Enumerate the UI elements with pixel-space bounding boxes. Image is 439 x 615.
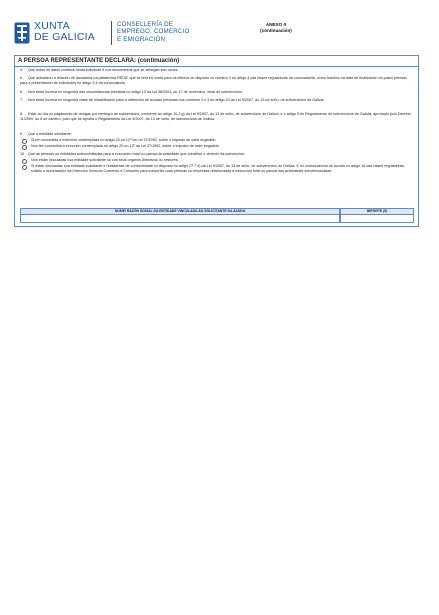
item-text: Que as persoas ou entidades subcontratadas para a execución total ou parcial da actividade que constitúe o obxecto da subvención: xyxy=(28,152,246,156)
item-text: Que actualizou a relación de asociados na plataforma REDIC que se terá en conta para os efectos do disposto no número 3 do artigo 4 das bases reguladoras da convocatoria, como máximo na data de finalización do prazo previsto para a presentación de solicitudes no artigo 3.4 da convocatoria. xyxy=(20,76,407,86)
amount-input[interactable] xyxy=(340,214,414,223)
consellaria-name xyxy=(117,21,190,43)
anexo-subtitle: (continuación) xyxy=(260,27,292,33)
item-number: 5. xyxy=(20,76,24,80)
declaration-item-7 xyxy=(20,98,412,103)
consellaria-line1: CONSELLERÍA DE xyxy=(117,21,174,28)
entity-name-input[interactable] xyxy=(20,214,340,223)
item-text: Que a entidade solicitante: xyxy=(28,132,72,136)
item-text: Non estar incursa en ningunha clase de inhabilitación para a obtención de axudas previstas nos números 2 e 3 do artigo 10 da Lei 9/2007, do 13 de xuño, de subvencións de Galicia. xyxy=(28,98,325,102)
logo-line1: XUNTA xyxy=(34,20,70,32)
item-number: 7. xyxy=(20,98,24,102)
option-10-linked[interactable] xyxy=(22,164,412,174)
section-rule xyxy=(15,66,418,67)
option-text: Non ten concedida a exención contemplada no artigo 20.un.12º da Lei 37/1992, sobre o imposto de valor engadido xyxy=(31,144,219,148)
declaration-item-6 xyxy=(20,90,412,95)
item-number: 4. xyxy=(20,68,24,72)
section-title: A PERSOA REPRESENTANTE DECLARA: (continuación) xyxy=(18,58,180,64)
header-divider xyxy=(111,21,112,45)
declaration-item-9 xyxy=(20,132,412,137)
declaration-item-4 xyxy=(20,68,412,73)
option-text: Non están vinculadas coa entidade solicitante ou cos seus órganos directivos ou xestores. xyxy=(31,158,179,162)
item-text: Que todos os datos contidos nesta solicitude e nos documentos que se achegan son certos. xyxy=(28,68,179,72)
declaration-section xyxy=(14,55,419,227)
declaration-item-10 xyxy=(20,152,412,157)
xunta-shield-icon xyxy=(14,22,30,44)
item-number: 8. xyxy=(20,112,24,116)
declaration-item-5 xyxy=(20,76,412,86)
option-text: Si ten concedida a exención contemplada no artigo 20.un.12º da Lei 37/1992, sobre o imposto de valor engadido xyxy=(31,138,216,142)
item-text: Non estar incursa en ningunha das circunstancias previstas no artigo 13 da Lei 38/2003, do 17 de novembro, xeral de subvencións. xyxy=(28,90,243,94)
logo-text xyxy=(34,21,95,43)
item-number: 6. xyxy=(20,90,24,94)
table-header-entity: NOME/ RAZÓN SOCIAL DA ENTIDADE VINCULADA AO SOLICITANTE DA AXUDA xyxy=(20,208,340,215)
item-number: 10. xyxy=(20,152,26,156)
consellaria-line3: E EMIGRACIÓN xyxy=(117,35,166,43)
radio-button[interactable] xyxy=(22,165,27,170)
page-header xyxy=(14,20,428,48)
anexo-title: ANEXO II xyxy=(265,22,287,27)
option-10-not-linked[interactable] xyxy=(22,158,412,163)
declaration-item-8 xyxy=(20,112,412,122)
logo-line2: DE GALICIA xyxy=(34,31,95,43)
item-text: Estar ao día no pagamento de obrigas por reintegro de subvencións, conforme ao artigo 10.2.g) da Lei 9/2007, do 13 de xuño, de subvencións de Galicia, e o artigo 9 do Regulamento de subvencións de Galicia, aprobado polo Decreto 11/2009, do 8 de xaneiro, polo que se aproba o Regulamento da Lei 9/2007, do 13 de xuño, de subvencións de Galicia. xyxy=(20,112,411,122)
option-text: Si están vinculadas coa entidade solicitante e realizarase de conformidade co disposto no artigo 27.7 d) da Lei 9/2007, do 13 de xuño, de subvencións de Galicia. E en consecuencia de acordo co artigo 16 das bases reguladoras, solicito a autorización da Dirección Xeral de Comercio e Consumo para concertar coas persoas ou empresas relacionadas a execución total ou parcial das actividades subvencionadas. xyxy=(31,164,405,173)
table-header-amount: IMPORTE (€) xyxy=(340,208,414,215)
item-number: 9. xyxy=(20,132,24,136)
consellaria-line2: EMPREGO, COMERCIO xyxy=(117,28,190,36)
anexo-label xyxy=(246,22,306,33)
option-9-exempt[interactable] xyxy=(22,138,412,143)
subcontract-table xyxy=(20,208,413,222)
xunta-logo xyxy=(14,20,114,48)
option-9-not-exempt[interactable] xyxy=(22,144,412,149)
radio-button[interactable] xyxy=(22,145,27,150)
